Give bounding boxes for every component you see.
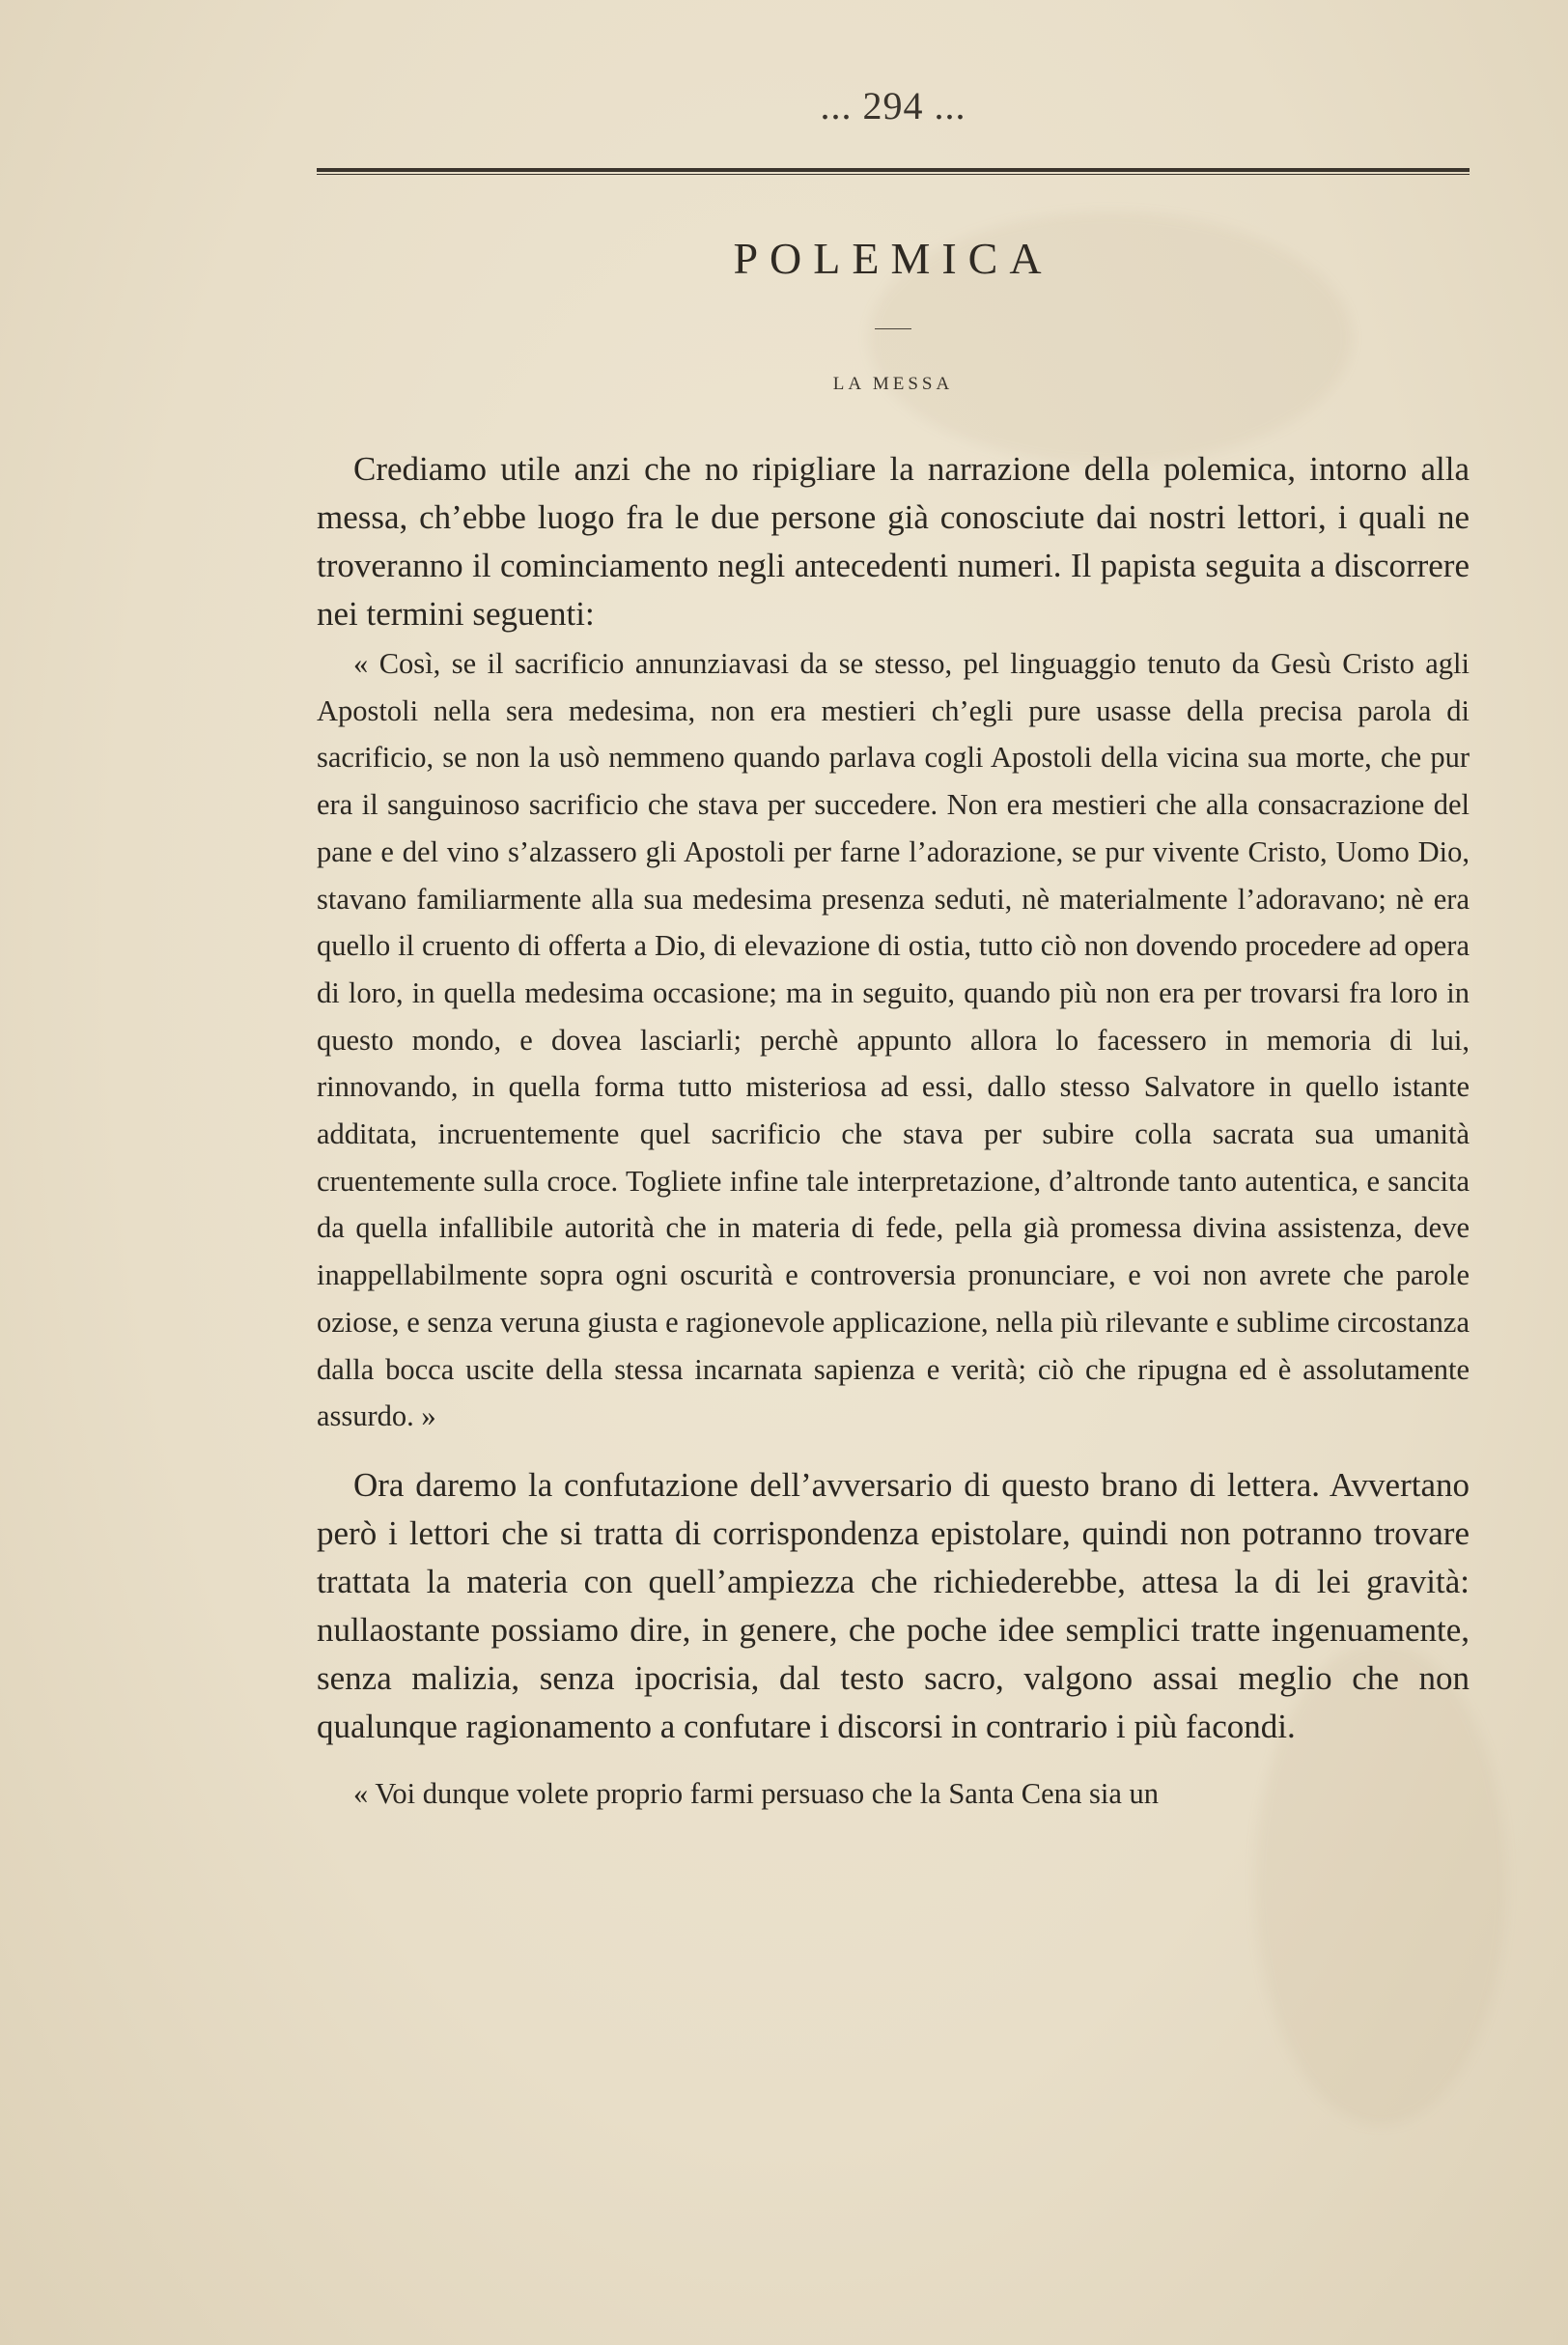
header-rule [317, 168, 1470, 175]
section-subtitle: LA MESSA [832, 374, 954, 394]
title-divider [875, 328, 911, 329]
quoted-reply-paragraph: « Voi dunque volete proprio farmi persuaso che la Santa Cena sia un [353, 1776, 1160, 1810]
intro-paragraph: Crediamo utile anzi che no ripigliare la narrazione della polemica, intorno alla messa, ch’ebbe luogo fra le due persone già conosciute dai nostri lettori, i quali ne troveranno il cominciamento negli antecedenti numeri. Il papista seguita a discorrere nei termini seguenti: [317, 450, 1470, 633]
page-number: ... 294 ... [820, 84, 966, 127]
section-title: POLEMICA [733, 234, 1053, 283]
document-page [317, 77, 1470, 1818]
rebuttal-intro-paragraph: Ora daremo la confutazione dell’avversario di questo brano di lettera. Avvertano però i lettori che si tratta di corrispondenza epistolare, quindi non potranno trovare trattata la materia con quell’ampiezza che richiederebbe, attesa la di lei gravità: nullaostante possiamo dire, in genere, che poche idee semplici tratte ingenuamente, senza malizia, senza ipocrisia, dal testo sacro, valgono assai meglio che non qualunque ragionamento a confutare i discorsi in contrario i più facondi. [317, 1465, 1470, 1745]
quoted-letter-paragraph: « Così, se il sacrificio annunziavasi da se stesso, pel linguaggio tenuto da Gesù Cristo agli Apostoli nella sera medesima, non era mestieri ch’egli pure usasse della precisa parola di sacrificio, se non la usò nemmeno quando parlava cogli Apostoli della vicina sua morte, che pur era il sanguinoso sacrificio che stava per succedere. Non era mestieri che alla consacrazione del pane e del vino s’alzassero gli Apostoli per farne l’adorazione, se pur vivente Cristo, Uomo Dio, stavano familiarmente alla sua medesima presenza seduti, nè materialmente l’adoravano; nè era quello il cruento di offerta a Dio, di elevazione di ostia, tutto ciò non dovendo procedere ad opera di loro, in quella medesima occasione; ma in seguito, quando più non era per trovarsi fra loro in questo mondo, e dovea lasciarli; perchè appunto allora lo facessero in memoria di lui, rinnovando, in quella forma tutto misteriosa ad essi, dallo stesso Salvatore in quello istante additata, incruentemente quel sacrificio che stava per subire colla sacrata sua umanità cruentemente sulla croce. Togliete infine tale interpretazione, d’altronde tanto autentica, e sancita da quella infallibile autorità che in materia di fede, pella già promessa divina assistenza, deve inappellabilmente sopra ogni oscurità e controversia pronunciare, e voi non avrete che parole oziose, e senza veruna giusta e ragionevole applicazione, nella più rilevante e sublime circostanza dalla bocca uscite della stessa incarnata sapienza e verità; ciò che ripugna ed è assolutamente assurdo. » [317, 647, 1470, 1433]
